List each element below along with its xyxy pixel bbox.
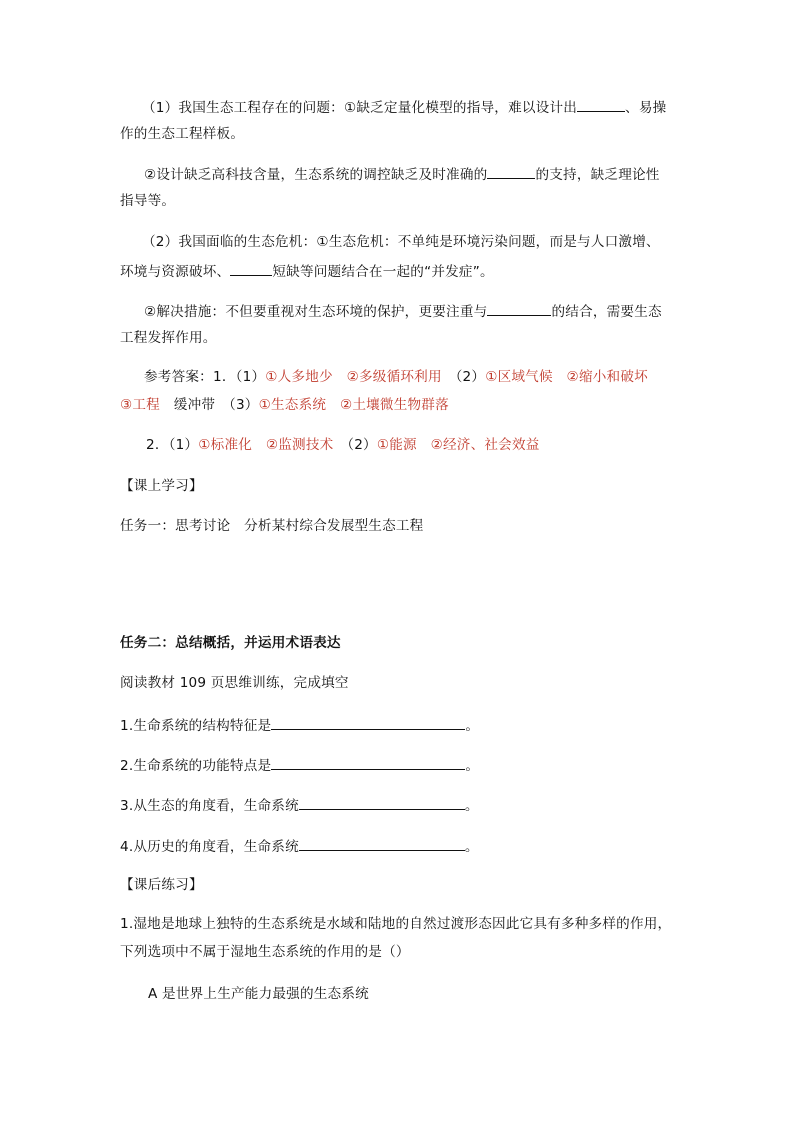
answer-label: 参考答案：1．（1） <box>144 369 266 385</box>
text: （2） <box>333 437 377 453</box>
question-1 <box>120 715 479 735</box>
text: 。 <box>465 718 480 734</box>
answer-text: ①人多地少 ②多级循环利用 <box>265 369 442 385</box>
question-2 <box>120 755 479 775</box>
text: 缓冲带 （3） <box>159 397 259 413</box>
answer-text: ①能源 ②经济、社会效益 <box>376 437 540 453</box>
text: 。 <box>465 758 480 774</box>
exercise-1-line-2: 下列选项中不属于湿地生态系统的作用的是（） <box>120 944 410 960</box>
problem-line-3 <box>144 164 660 184</box>
answer-text: ③工程 <box>120 397 160 413</box>
exercise-1-line-1: 1.湿地是地球上独特的生态系统是水域和陆地的自然过渡形态因此它具有多种多样的作用， <box>120 916 672 932</box>
crisis-line-2 <box>120 261 494 281</box>
text: 2．（1） <box>146 437 199 453</box>
fill-blank[interactable] <box>487 301 551 316</box>
text: ②设计缺乏高科技含量，生态系统的调控缺乏及时准确的 <box>144 167 488 183</box>
problem-line-1 <box>142 97 666 117</box>
text: 1.生命系统的结构特征是 <box>120 718 272 734</box>
answer-line-1 <box>144 368 648 386</box>
answer-line-2 <box>120 396 449 414</box>
fill-blank[interactable] <box>230 261 272 276</box>
section-heading-class: 【课上学习】 <box>120 478 203 494</box>
answer-text: ①区域气候 ②缩小和破坏 <box>485 369 648 385</box>
text: （2） <box>441 369 486 385</box>
fill-blank[interactable] <box>487 164 535 179</box>
problem-line-2: 作的生态工程样板。 <box>120 126 245 142</box>
text: 的支持，缺乏理论性 <box>535 167 660 183</box>
text: 3.从生态的角度看，生命系统 <box>120 798 299 814</box>
answer-line-3 <box>146 436 540 454</box>
answer-text: ①标准化 ②监测技术 <box>198 437 334 453</box>
measure-line-1 <box>144 301 662 321</box>
fill-blank[interactable] <box>299 795 465 810</box>
answer-text: ②土壤微生物群落 <box>339 397 449 413</box>
text: 。 <box>464 839 479 855</box>
crisis-line-1: （2）我国面临的生态危机：①生态危机：不单纯是环境污染问题，而是与人口激增、 <box>142 234 660 250</box>
measure-line-2: 工程发挥作用。 <box>120 330 217 346</box>
task-two: 任务二：总结概括，并运用术语表达 <box>120 635 341 651</box>
reading-instruction: 阅读教材 109 页思维训练，完成填空 <box>120 675 349 691</box>
text: 2.生命系统的功能特点是 <box>120 758 272 774</box>
text: ②解决措施：不但要重视对生态环境的保护，更要注重与 <box>144 304 488 320</box>
task-one: 任务一：思考讨论 分析某村综合发展型生态工程 <box>120 518 424 534</box>
fill-blank[interactable] <box>271 755 465 770</box>
text: 。 <box>464 798 479 814</box>
fill-blank[interactable] <box>577 97 625 112</box>
text: 短缺等问题结合在一起的“并发症”。 <box>272 264 494 280</box>
text <box>326 397 340 413</box>
fill-blank[interactable] <box>271 715 465 730</box>
text: 、易操 <box>625 100 667 116</box>
option-a: A 是世界上生产能力最强的生态系统 <box>148 986 369 1002</box>
text: 4.从历史的角度看，生命系统 <box>120 839 299 855</box>
answer-text: ①生态系统 <box>258 397 327 413</box>
fill-blank[interactable] <box>299 836 465 851</box>
problem-line-4: 指导等。 <box>120 193 176 209</box>
text: 环境与资源破坏、 <box>120 264 231 280</box>
section-heading-after-class: 【课后练习】 <box>120 877 203 893</box>
question-4 <box>120 836 479 856</box>
question-3 <box>120 795 479 815</box>
text: （1）我国生态工程存在的问题：①缺乏定量化模型的指导，难以设计出 <box>142 100 578 116</box>
text: 的结合，需要生态 <box>551 304 662 320</box>
